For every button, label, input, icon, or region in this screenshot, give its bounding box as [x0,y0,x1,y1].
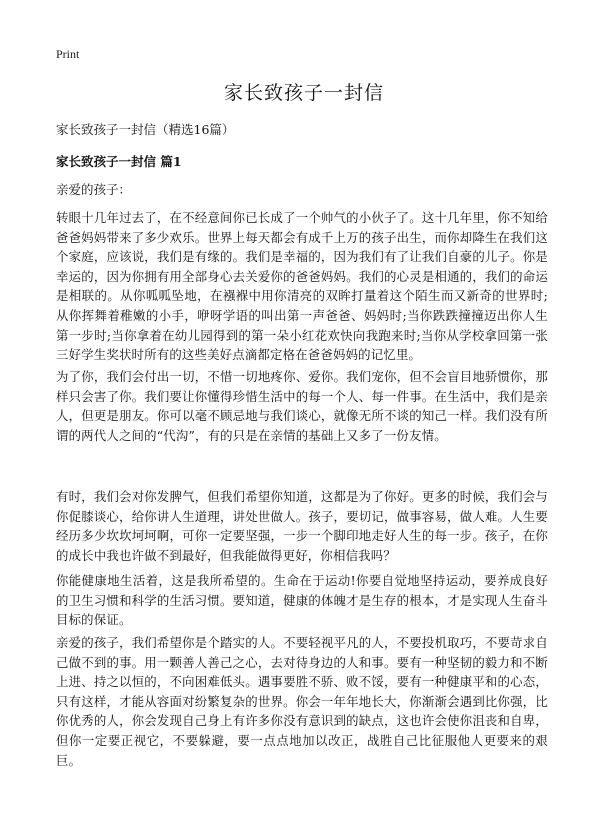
print-label: Print [56,47,80,61]
paragraph-5: 亲爱的孩子，我们希望你是个踏实的人。不要轻视平凡的人，不要投机取巧，不要苛求自己做不到的事。用一颗善人善己之心，去对待身边的人和事。要有一种坚韧的毅力和不断上进、持之以恒的，不向困难低头。遇事要胜不骄、败不馁，要有一种健康平和的心态，只有这样，才能从容面对纷繁复杂的世界。你会一年年地长大，你渐渐会遇到比你强，比你优秀的人，你会发现自己身上有许多你没有意识到的缺点，这也许会使你沮丧和自卑，但你一定要正视它，不要躲避，要一点点地加以改正，战胜自己比征服他人更要来的艰巨。 [56,635,548,768]
section-heading: 家长致孩子一封信 篇1 [56,154,182,169]
document-subtitle: 家长致孩子一封信（精选16篇） [56,122,235,137]
paragraph-3: 有时，我们会对你发脾气，但我们希望你知道，这都是为了你好。更多的时候，我们会与你促膝谈心，给你讲人生道理，讲处世做人。孩子，要切记，做事容易，做人难。人生要经历多少坎坎坷坷啊，可你一定要坚强，一步一个脚印地走好人生的每一步。孩子，在你的成长中我也许做不到最好，但我能做得更好，你相信我吗？ [56,489,548,563]
paragraph-4: 你能健康地生活着，这是我所希望的。生命在于运动!你要自觉地坚持运动，要养成良好的卫生习惯和科学的生活习惯。要知道，健康的体魄才是生存的根本，才是实现人生奋斗目标的保证。 [56,573,548,628]
paragraph-2: 为了你，我们会付出一切，不惜一切地疼你、爱你。我们宠你，但不会盲目地骄惯你，那样只会害了你。我们要让你懂得珍惜生活中的每一个人、每一件事。在生活中，我们是亲人，但更是朋友。你可以毫不顾忌地与我们谈心，就像无所不谈的知己一样。我们没有所谓的两代人之间的“代沟”，有的只是在亲情的基础上又多了一份友情。 [56,369,548,443]
document-title: 家长致孩子一封信 [223,82,384,104]
letter-greeting: 亲爱的孩子： [56,182,132,197]
paragraph-1: 转眼十几年过去了，在不经意间你已长成了一个帅气的小伙子了。这十几年里，你不知给爸爸妈妈带来了多少欢乐。世界上每天都会有成千上万的孩子出生，而你却降生在我们这个家庭，应该说，我们是有缘的。我们是幸福的，因为我们有了让我们自豪的儿子。你是幸运的，因为你拥有用全部身心去关爱你的爸爸妈妈。我们的心灵是相通的，我们的命运是相联的。从你呱呱坠地，在襁褓中用你清亮的双眸打量着这个陌生而又新奇的世界时;从你挥舞着稚嫩的小手，咿呀学语的叫出第一声爸爸、妈妈时;当你跌跌撞撞迈出你人生第一步时;当你拿着在幼儿园得到的第一朵小红花欢快向我跑来时;当你从学校拿回第一张三好学生奖状时所有的这些美好点滴都定格在爸爸妈妈的记忆里。 [56,210,548,363]
